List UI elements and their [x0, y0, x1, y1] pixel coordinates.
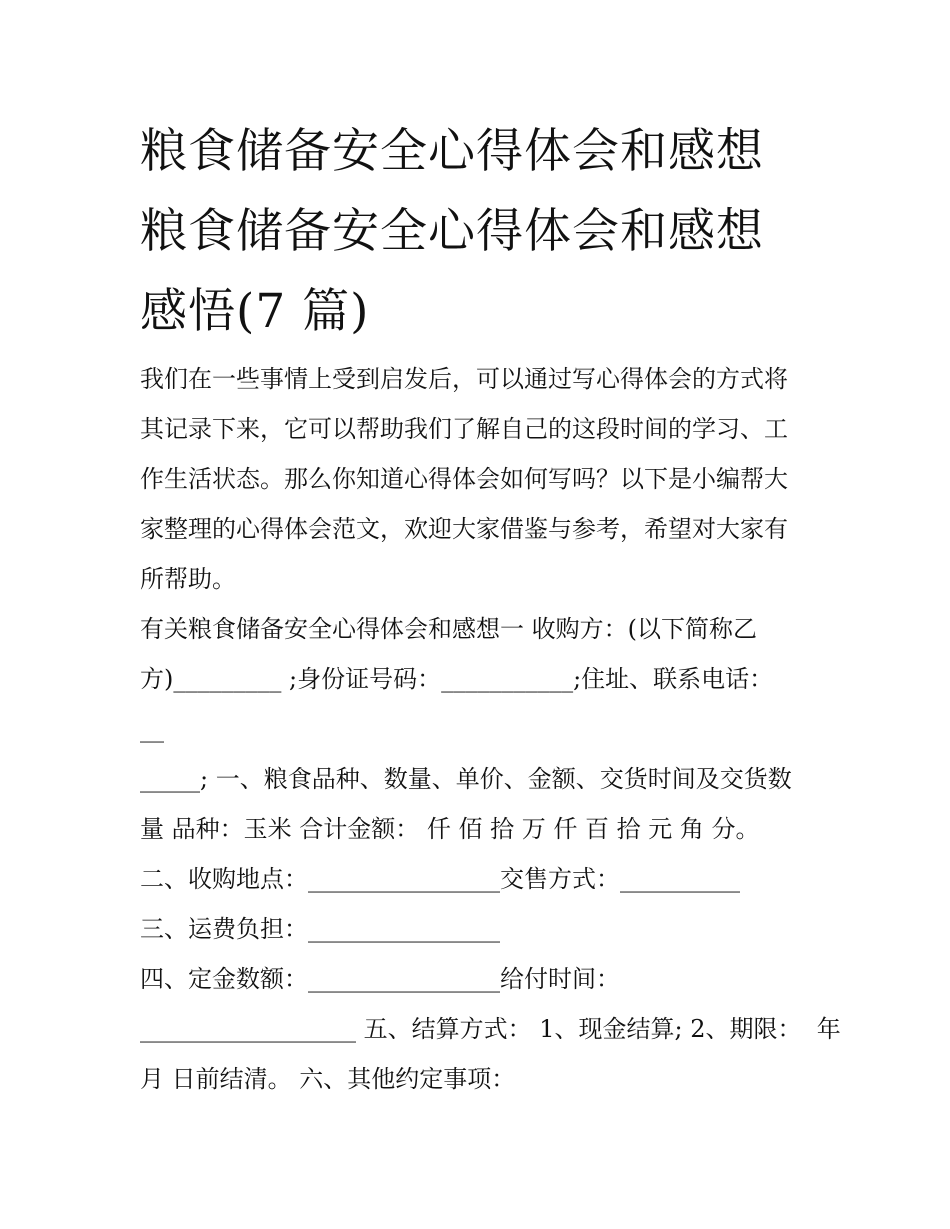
contract-paragraph — [140, 604, 841, 1104]
title-line-2: 粮食储备安全心得体会和感想 — [140, 204, 764, 259]
intro-line-2: 其记录下来，它可以帮助我们了解自己的这段时间的学习、工 — [140, 415, 788, 443]
contract-line-2: 方)_________ ;身份证号码：___________;住址、联系电话： — [140, 665, 774, 693]
intro-line-5: 所帮助。 — [140, 565, 236, 593]
intro-line-3: 作生活状态。那么你知道心得体会如何写吗？以下是小编帮大 — [140, 465, 788, 493]
contract-line-7: 三、运费负担：________________ — [140, 915, 500, 943]
intro-paragraph — [140, 354, 820, 604]
document-body — [140, 354, 841, 1104]
contract-line-6: 二、收购地点：________________交售方式：__________ — [140, 865, 740, 893]
contract-line-1: 有关粮食储备安全心得体会和感想一 收购方：(以下简称乙 — [140, 615, 757, 643]
contract-line-4: _____; 一、粮食品种、数量、单价、金额、交货时间及交货数 — [140, 765, 792, 793]
title-line-3: 感悟(7 篇) — [140, 284, 370, 339]
contract-line-5: 量 品种：玉米 合计金额： 仟 佰 拾 万 仟 百 拾 元 角 分。 — [140, 815, 760, 843]
intro-line-1: 我们在一些事情上受到启发后，可以通过写心得体会的方式将 — [140, 365, 788, 393]
contract-line-8: 四、定金数额：________________给付时间： — [140, 965, 620, 993]
contract-line-9: __________________ 五、结算方式： 1、现金结算; 2、期限： 年 — [140, 1015, 841, 1043]
intro-line-4: 家整理的心得体会范文，欢迎大家借鉴与参考，希望对大家有 — [140, 515, 788, 543]
document-title — [140, 112, 840, 352]
title-line-1: 粮食储备安全心得体会和感想 — [140, 124, 764, 179]
contract-line-10: 月 日前结清。 六、其他约定事项： — [140, 1065, 516, 1093]
contract-line-3: __ — [140, 715, 164, 743]
